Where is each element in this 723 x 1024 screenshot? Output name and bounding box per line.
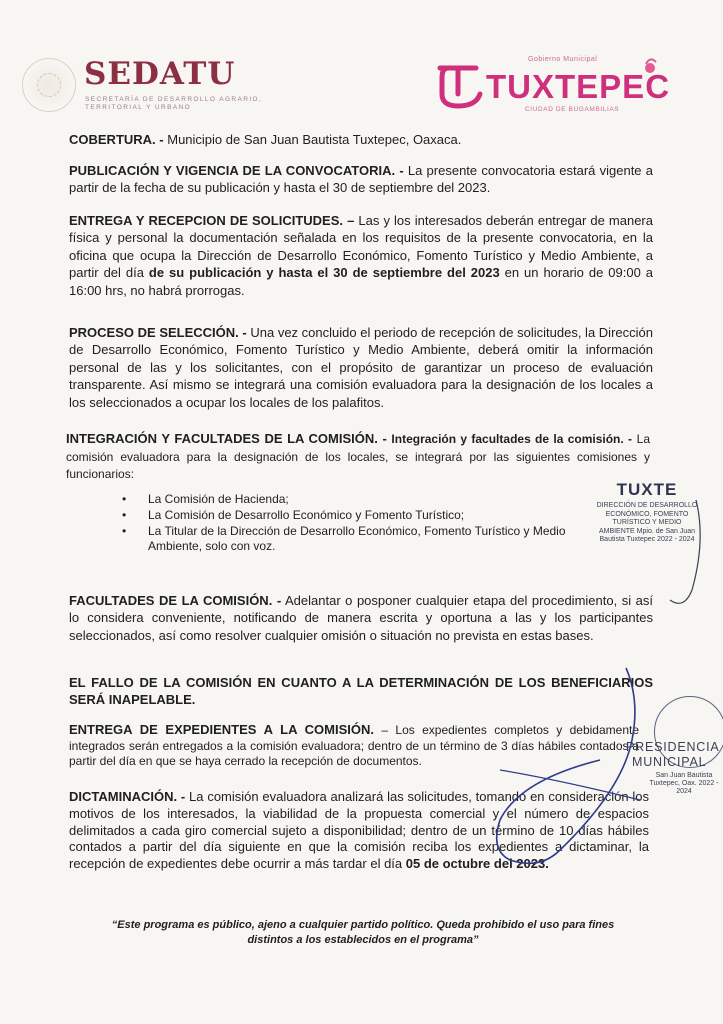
integracion-subtitle: Integración y facultades de la comisión. - bbox=[391, 432, 633, 446]
cobertura-text: Municipio de San Juan Bautista Tuxtepec, Oaxaca. bbox=[167, 132, 462, 147]
dictaminacion-title: DICTAMINACIÓN. - bbox=[69, 789, 186, 804]
facultades-title: FACULTADES DE LA COMISIÓN. - bbox=[69, 593, 282, 608]
expedientes-title: ENTREGA DE EXPEDIENTES A LA COMISIÓN. bbox=[69, 722, 374, 737]
sedatu-logo: SEDATU bbox=[84, 56, 236, 92]
section-proceso bbox=[69, 324, 653, 411]
dictaminacion-text: La comisión evaluadora analizará las solicitudes, tomando en consideración los motivos de los interesados, la viabilidad de la propuesta comercial y el número de espacios delimitados a cada giro comercial sujeto a disponibilidad; dentro de un término de 10 días hábiles contados a partir del día siguiente en que la comisión reciba los expedientes a dictaminar, la recepción de expedientes debe ocurrir a más tardar el día bbox=[69, 789, 649, 872]
proceso-title: PROCESO DE SELECCIÓN. - bbox=[69, 325, 247, 340]
entrega-bold-dates: de su publicación y hasta el 30 de septiembre del 2023 bbox=[148, 265, 500, 281]
entrega-title: ENTREGA Y RECEPCION DE SOLICITUDES. – bbox=[69, 213, 355, 228]
section-expedientes bbox=[69, 722, 639, 770]
publicacion-text: La presente convocatoria estará vigente a partir de la fecha de su publicación y hasta el 30 de septiembre del 2023. bbox=[69, 163, 653, 196]
section-facultades bbox=[69, 592, 653, 644]
presidencia-stamp-line2: MUNICIPAL bbox=[632, 755, 707, 769]
tuxtepec-wordmark: TUXTEPEC bbox=[486, 68, 671, 105]
tuxtepec-top-label: Gobierno Municipal bbox=[528, 56, 598, 63]
comision-list bbox=[118, 492, 608, 555]
proceso-text: Una vez concluido el periodo de recepción de solicitudes, la Dirección de Desarrollo Económico, Fomento Turístico y Medio Ambiente, deberá omitir la información personal de las y los solicitantes, con el propósito de garantizar un proceso de evaluación transparente. Así mismo se integrará una comisión evaluadora para la designación de los locales a los seleccionados a ocupar los locales de los palafitos. bbox=[69, 325, 653, 410]
dictaminacion-bold-date: 05 de octubre del 2023. bbox=[405, 856, 549, 872]
integracion-title: INTEGRACIÓN Y FACULTADES DE LA COMISIÓN. - bbox=[66, 431, 387, 446]
list-item: • La Comisión de Hacienda; bbox=[118, 492, 608, 507]
expedientes-text: – Los expedientes completos y debidamente integrados serán entregados a la comisión evaluadora; dentro de un término de 3 días hábiles contados a partir del día en que se haya cerrado la recepción de documentos. bbox=[69, 723, 639, 768]
facultades-text: Adelantar o posponer cualquier etapa del procedimiento, si así lo considera conveniente, notificando de manera escrita y oportuna a las y los participantes seleccionados, así como resolver cualquier omisión o situación no prevista en estas bases. bbox=[69, 593, 653, 643]
entrega-text-1: Las y los interesados deberán entregar de manera física y personal la documentación señalada en los requisitos de la presente convocatoria, en la oficina que ocupa la Dirección de Desarrollo Económico, Fomento Turístico y Medio Ambiente, a partir del día bbox=[69, 213, 653, 281]
presidencia-stamp-location: San Juan Bautista Tuxtepec, Oax. 2022 - 2024 bbox=[649, 772, 719, 795]
footer-disclaimer: “Este programa es público, ajeno a cualquier partido político. Queda prohibido el uso para fines distintos a los establecidos en el programa” bbox=[111, 919, 615, 946]
entrega-text-2: en un horario de 09:00 a 16:00 hrs, no habrá prorrogas. bbox=[69, 265, 653, 298]
national-seal-icon bbox=[22, 58, 76, 112]
section-dictaminacion bbox=[69, 789, 649, 873]
section-entrega bbox=[69, 212, 653, 299]
list-item: • La Comisión de Desarrollo Económico y Fomento Turístico; bbox=[118, 508, 608, 523]
direccion-stamp-head: TUXTE bbox=[616, 480, 678, 499]
publicacion-title: PUBLICACIÓN Y VIGENCIA DE LA CONVOCATORIA. - bbox=[69, 163, 404, 178]
integracion-text: La comisión evaluadora para la designación de los locales, se integrará por las siguientes comisiones y funcionarios: bbox=[66, 432, 650, 481]
list-item: • La Titular de la Dirección de Desarrollo Económico, Fomento Turístico y Medio Ambiente, solo con voz. bbox=[118, 524, 608, 554]
cobertura-title: COBERTURA. - bbox=[69, 132, 164, 147]
presidencia-stamp bbox=[622, 696, 722, 856]
section-integracion bbox=[66, 430, 650, 483]
section-cobertura bbox=[69, 131, 653, 148]
section-publicacion bbox=[69, 162, 653, 197]
direccion-stamp bbox=[594, 480, 700, 608]
section-fallo bbox=[69, 674, 653, 709]
direccion-stamp-text: DIRECCIÓN DE DESARROLLO ECONÓMICO, FOMENTO TURÍSTICO Y MEDIO AMBIENTE Mpio. de San Juan Bautista Tuxtepec 2022 - 2024 bbox=[596, 502, 698, 544]
fallo-text: EL FALLO DE LA COMISIÓN EN CUANTO A LA DETERMINACIÓN DE LOS BENEFICIARIOS SERÁ INAPELABLE. bbox=[69, 675, 653, 708]
tuxtepec-subtitle: CIUDAD DE BUGAMBILIAS bbox=[525, 106, 620, 113]
sedatu-subtitle: SECRETARÍA DE DESARROLLO AGRARIO, TERRITORIAL Y URBANO bbox=[85, 96, 263, 111]
presidencia-stamp-line1: PRESIDENCIA bbox=[626, 740, 720, 754]
